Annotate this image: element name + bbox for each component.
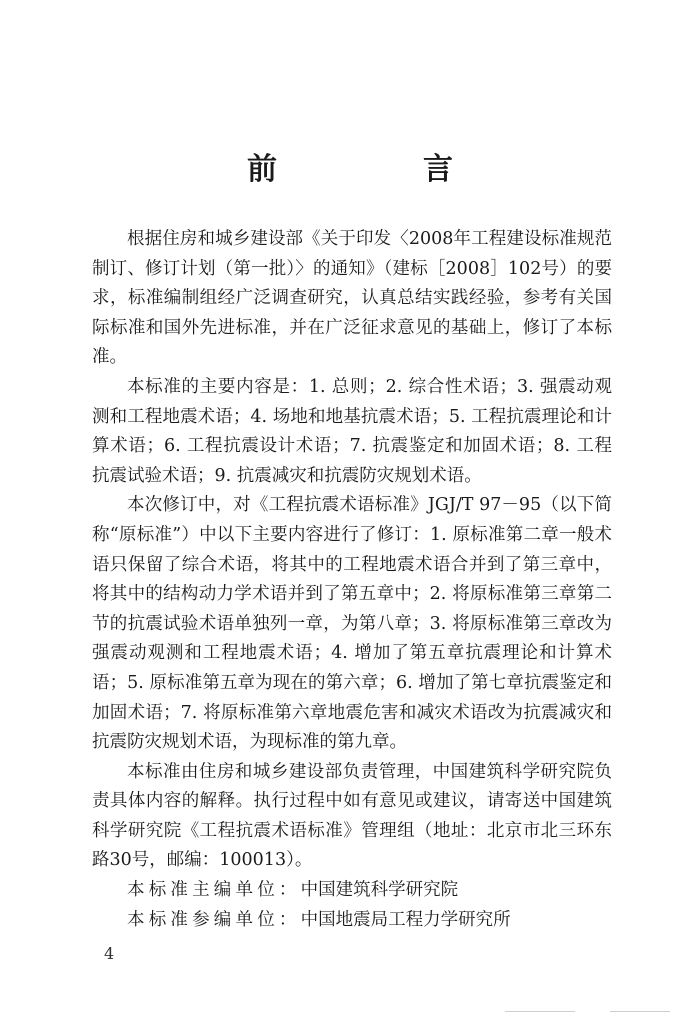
scan-artifact-line [505,1011,575,1012]
chief-editor-unit-value: 中国建筑科学研究院 [300,880,459,901]
paragraph-1: 根据住房和城乡建设部《关于印发〈2008年工程建设标准规范制订、修订计划（第一批）〉的通知》（建标［2008］102号）的要求，标准编制组经广泛调查研究，认真总结实践经验，参考有关国际标准和国外先进标准，并在广泛征求意见的基础上，修订了本标准。 [92,229,612,368]
participating-unit-value: 中国地震局工程力学研究所 [300,909,511,930]
page-number: 4 [104,944,115,963]
paragraph-3: 本次修订中，对《工程抗震术语标准》JGJ/T 97－95（以下简称“原标准”）中以下主要内容进行了修订：1. 原标准第二章一般术语只保留了综合术语，将其中的工程地震术语合并到了第三章中，将其中的结构动力学术语并到了第五章中；2. 将原标准第三章第二节的抗震试验术语单独列一章，为第八章；3. 将原标准第三章改为强震动观测和工程地震术语；4. 增加了第五章抗震理论和计算术语；5. 原标准第五章为现在的第六章；6. 增加了第七章抗震鉴定和加固术语；7. 将原标准第六章地震危害和减灾术语改为抗震减灾和抗震防灾规划术语，为现标准的第九章。 [92,495,612,753]
scan-artifact-line [610,1011,670,1012]
chief-editor-unit-line [92,876,612,906]
paragraph-2: 本标准的主要内容是：1. 总则；2. 综合性术语；3. 强震动观测和工程地震术语；4. 场地和地基抗震术语；5. 工程抗震理论和计算术语；6. 工程抗震设计术语；7. 抗震鉴定和加固术语；8. 工程抗震试验术语；9. 抗震减灾和抗震防灾规划术语。 [92,376,612,486]
chief-editor-unit-label: 本标准主编单位： [127,880,301,901]
page-title: 前 言 [247,152,511,187]
preface-body [92,225,612,935]
participating-unit-label: 本标准参编单位： [127,909,301,930]
participating-unit-line [92,906,612,936]
paragraph-4: 本标准由住房和城乡建设部负责管理，中国建筑科学研究院负责具体内容的解释。执行过程中如有意见或建议，请寄送中国建筑科学研究院《工程抗震术语标准》管理组（地址：北京市北三环东路30号，邮编：100013）。 [92,761,612,871]
